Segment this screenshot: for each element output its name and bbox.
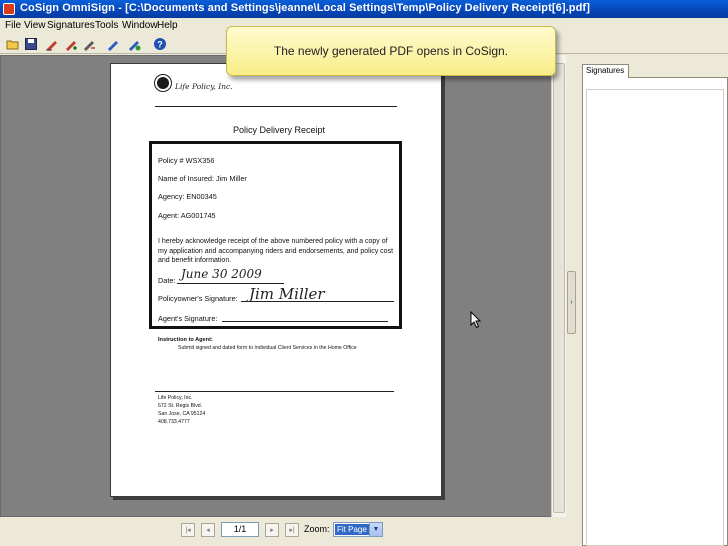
address-line-2: 672 St. Regis Blvd. — [158, 403, 203, 409]
menu-tools[interactable]: Tools — [95, 20, 119, 31]
agent-signature-line — [222, 321, 388, 322]
instruction-heading: Instruction to Agent: — [158, 337, 213, 343]
instruction-text: Submit signed and dated form to Individual Client Services in the Home Office — [178, 345, 357, 351]
verify-icon[interactable] — [127, 37, 141, 51]
sign-pen-icon[interactable] — [45, 37, 59, 51]
page-navigation — [0, 517, 566, 546]
agent-signature-label: Agent's Signature: — [158, 314, 218, 323]
first-page-icon: |◂ — [185, 527, 191, 534]
next-page-icon: ▸ — [270, 527, 274, 534]
pen-icon[interactable] — [106, 37, 120, 51]
svg-text:?: ? — [157, 39, 163, 50]
sign-remove-icon[interactable] — [82, 37, 96, 51]
first-page-button[interactable] — [181, 523, 195, 537]
vertical-scrollbar[interactable] — [551, 55, 566, 517]
owner-signature-label: Policyowner's Signature: — [158, 294, 238, 303]
owner-signature: Jim Miller — [249, 285, 325, 303]
date-line — [177, 283, 284, 284]
zoom-select[interactable] — [333, 522, 383, 537]
footer-rule — [155, 391, 394, 392]
company-logo — [155, 75, 171, 91]
zoom-label: Zoom: — [304, 524, 330, 534]
menu-view[interactable]: View — [24, 20, 46, 31]
menu-file[interactable]: File — [5, 20, 22, 31]
date-label: Date: — [158, 276, 176, 285]
acknowledgement-text: I hereby acknowledge receipt of the above numbered policy with a copy of my application and accompanying riders and endorsements, and policy cost and benefit information. — [158, 238, 394, 265]
address-line-4: 408.733.4777 — [158, 419, 190, 425]
previous-page-icon: ◂ — [206, 527, 210, 534]
tab-signatures[interactable]: Signatures — [582, 64, 629, 78]
tutorial-callout — [226, 26, 556, 76]
last-page-button[interactable] — [285, 523, 299, 537]
date-signature: June 30 2009 — [181, 267, 262, 281]
help-icon[interactable] — [153, 37, 167, 51]
menu-window[interactable]: Window — [122, 20, 158, 31]
page-number-field[interactable]: 1/1 — [221, 522, 259, 537]
agent-code: Agent: AG001745 — [158, 211, 216, 220]
pdf-page — [110, 63, 442, 497]
previous-page-button[interactable] — [201, 523, 215, 537]
zoom-value: Fit Page — [337, 525, 367, 534]
window-title: CoSign OmniSign - [C:\Documents and Settings\jeanne\Local Settings\Temp\Policy Delivery Receipt[6].pdf] — [20, 2, 590, 14]
scrollbar-thumb[interactable] — [553, 63, 565, 513]
header-rule — [155, 106, 397, 107]
sign-add-icon[interactable] — [64, 37, 78, 51]
next-page-button[interactable] — [265, 523, 279, 537]
policy-number: Policy # WSX356 — [158, 156, 215, 165]
title-bar — [0, 0, 728, 18]
signatures-list[interactable] — [586, 89, 724, 546]
insured-name: Name of Insured: Jim Miller — [158, 174, 247, 183]
open-folder-icon[interactable] — [6, 37, 20, 51]
company-name: Life Policy, Inc. — [175, 82, 233, 91]
panel-collapse-handle[interactable] — [567, 271, 576, 334]
address-line-3: San Jose, CA 95124 — [158, 411, 206, 417]
agency-code: Agency: EN00345 — [158, 192, 217, 201]
save-icon[interactable] — [24, 37, 38, 51]
last-page-icon: ▸| — [289, 527, 295, 534]
chevron-right-icon: › — [570, 299, 573, 306]
menu-signatures[interactable]: Signatures — [47, 20, 95, 31]
document-title: Policy Delivery Receipt — [233, 125, 326, 135]
menu-help[interactable]: Help — [157, 20, 178, 31]
app-icon — [3, 3, 15, 15]
mouse-cursor-icon — [470, 311, 482, 329]
dropdown-arrow-icon[interactable]: ▼ — [369, 523, 382, 536]
address-line-1: Life Policy, Inc. — [158, 395, 193, 401]
callout-text: The newly generated PDF opens in CoSign. — [273, 44, 509, 58]
